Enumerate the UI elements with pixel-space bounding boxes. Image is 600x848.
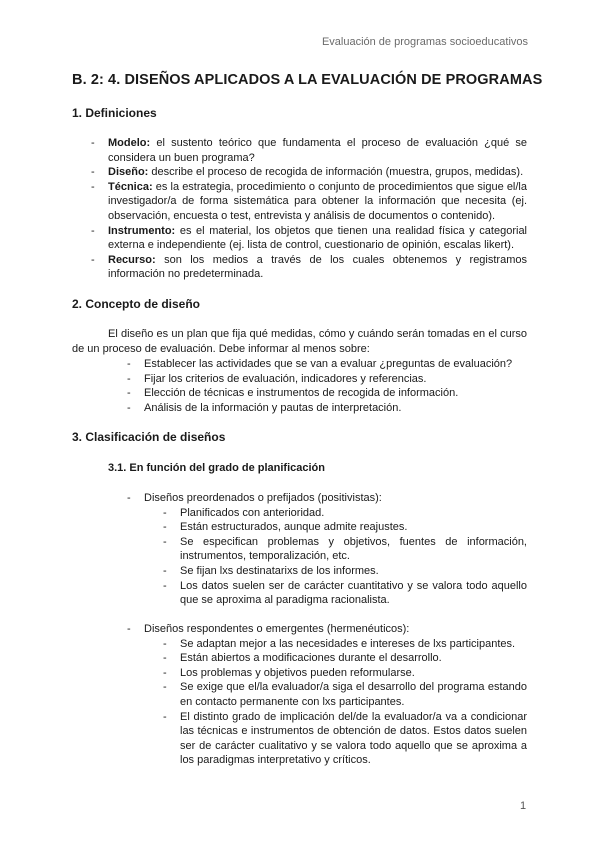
subsection-heading-planificacion: 3.1. En función del grado de planificación — [108, 462, 325, 474]
definition-text: describe el proceso de recogida de información (muestra, grupos, medidas). — [148, 166, 524, 179]
concepto-list — [127, 357, 527, 415]
concepto-item: - Análisis de la información y pautas de interpretación. — [127, 401, 402, 414]
design-item: - Los datos suelen ser de carácter cuantitativo y se valora todo aquello que se aproxima al paradigma racionalista. — [163, 579, 527, 607]
section-heading-clasificacion: 3. Clasificación de diseños — [72, 430, 226, 444]
definition-text: el sustento teórico que fundamenta el proceso de evaluación ¿qué se considera un buen programa? — [108, 137, 527, 164]
section-heading-concepto: 2. Concepto de diseño — [72, 297, 201, 311]
definition-text: son los medios a través de los cuales obtenemos y registramos información no predeterminada. — [108, 253, 527, 281]
definition-term: Recurso: — [108, 253, 156, 266]
design-item: - Los problemas y objetivos pueden reformularse. — [163, 666, 415, 679]
definition-term: Diseño: — [108, 166, 149, 179]
design-item: - Se adaptan mejor a las necesidades e intereses de lxs participantes. — [163, 637, 516, 650]
concepto-item: - Fijar los criterios de evaluación, indicadores y referencias. — [127, 372, 427, 385]
page-number: 1 — [520, 800, 527, 812]
concepto-paragraph: El diseño es un plan que fija qué medidas, cómo y cuándo serán tomadas en el curso de un proceso de evaluación. Debe informar al menos sobre: — [72, 328, 527, 355]
document-title: B. 2: 4. DISEÑOS APLICADOS A LA EVALUACIÓN DE PROGRAMAS — [72, 72, 543, 88]
design-item: - El distinto grado de implicación del/de la evaluador/a va a condicionar las técnicas e instrumentos de obtención de datos. Estos datos suelen ser de carácter cualitativo y se valora todo aquello que se aproxima a los paradigmas interpretativo y críticos. — [163, 710, 527, 767]
definition-term: Modelo: — [108, 137, 151, 149]
design-item: - Se exige que el/la evaluador/a siga el desarrollo del programa estando en contacto permanente con lxs participantes. — [163, 681, 527, 708]
respondentes-list — [163, 637, 527, 768]
group-label: - Diseños respondentes o emergentes (hermenéuticos): — [127, 623, 410, 635]
definition-term: Técnica: — [108, 180, 153, 193]
definition-item: - Técnica: es la estrategia, procedimiento o conjunto de procedimientos que sigue el/la investigador/a de forma sistemática para obtener la información que necesita (ej. observación, encuesta o test, entrevista y análisis de documentos o contenido). — [91, 180, 527, 222]
design-item: - Se fijan lxs destinatarixs de los informes. — [163, 564, 379, 577]
definition-item: - Diseño: describe el proceso de recogida de información (muestra, grupos, medidas). — [91, 166, 524, 179]
group-label: - Diseños preordenados o prefijados (positivistas): — [127, 492, 382, 504]
definition-item: - Recurso: son los medios a través de los cuales obtenemos y registramos información no predeterminada. — [91, 253, 527, 281]
design-item: - Se especifican problemas y objetivos, fuentes de información, instrumentos, temporalización, etc. — [163, 535, 527, 563]
definition-term: Instrumento: — [108, 224, 176, 237]
preordenados-list — [163, 506, 527, 608]
running-header: Evaluación de programas socioeducativos — [321, 36, 528, 48]
design-item: - Están abiertos a modificaciones durante el desarrollo. — [163, 652, 442, 665]
group-preordenados — [127, 491, 527, 506]
section-heading-definiciones: 1. Definiciones — [72, 106, 157, 120]
group-respondentes — [127, 622, 527, 637]
definition-item: - Instrumento: es el material, los objetos que tienen una realidad física y categorial externa e independiente (ej. lista de control, cuestionario de opinión, escalas likert). — [91, 224, 527, 252]
concepto-item: - Establecer las actividades que se van a evaluar ¿preguntas de evaluación? — [127, 358, 513, 370]
definition-item: - Modelo: el sustento teórico que fundamenta el proceso de evaluación ¿qué se considera un buen programa? — [91, 137, 527, 164]
definitions-list — [91, 136, 527, 282]
concepto-item: - Elección de técnicas e instrumentos de recogida de información. — [127, 387, 459, 400]
definition-text: es la estrategia, procedimiento o conjunto de procedimientos que sigue el/la investigador/a de forma sistemática para obtener la información que necesita (ej. observación, encuesta o test, entrevista y análisis de documentos o contenido). — [108, 180, 527, 222]
definition-text: es el material, los objetos que tienen una realidad física y categorial externa e independiente (ej. lista de control, cuestionario de opinión, escalas likert). — [108, 224, 527, 252]
design-item: - Planificados con anterioridad. — [163, 506, 325, 519]
design-item: - Están estructurados, aunque admite reajustes. — [163, 521, 408, 534]
